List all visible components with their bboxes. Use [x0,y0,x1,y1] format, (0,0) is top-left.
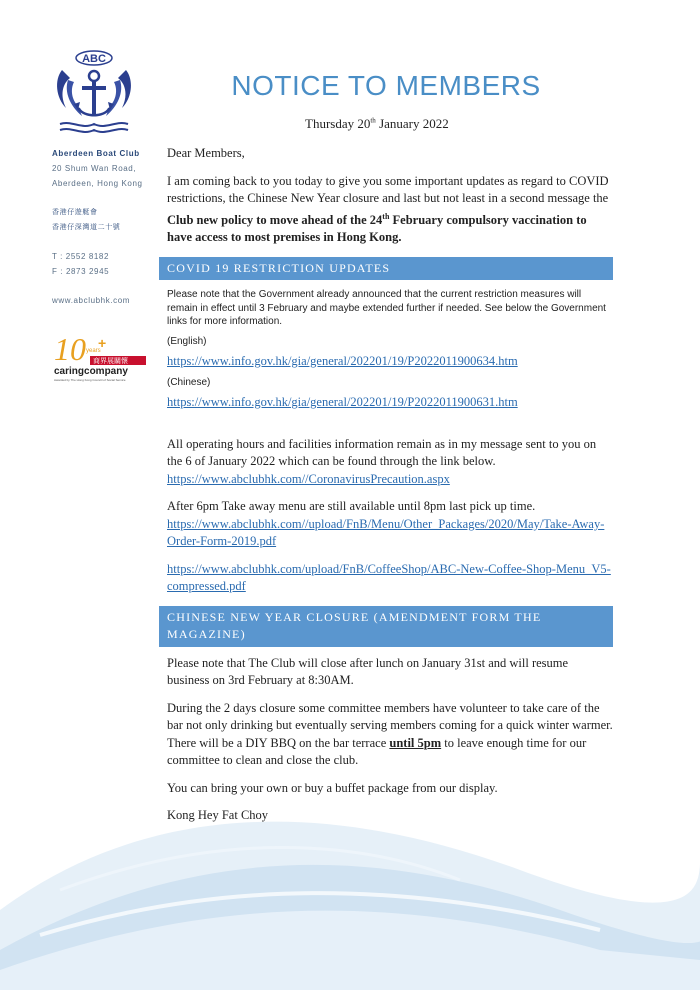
operating-hours-paragraph: All operating hours and facilities information remain as in my message sent to you on the 6 of January 2022 which can be found through the link below. https://www.abclubhk.com//CoronavirusPrecaution.aspx [167,436,597,486]
closure-detail-paragraph: During the 2 days closure some committee members have volunteer to take care of the bar not only drinking but eventually serving members coming for a quick winter warmer. There will be a DIY BBQ on the bar terrace until 5pm to leave enough time for our committee to clean and close the club. [167,700,613,768]
takeaway-menu-link[interactable]: https://www.abclubhk.com//upload/FnB/Menu/Other_Packages/2020/May/Take-Away-Order-Form-2019.pdf [167,516,605,549]
buffet-paragraph: You can bring your own or buy a buffet package from our display. [167,780,498,795]
takeaway-paragraph: After 6pm Take away menu are still available until 8pm last pick up time. https://www.abclubhk.com//upload/FnB/Menu/Other_Packages/2020/May/Take-Away-Order-Form-2019.pdf [167,499,605,549]
page-title: NOTICE TO MEMBERS [231,70,541,101]
address-line-2: Aberdeen, Hong Kong [52,179,143,188]
notice-date: Thursday 20th January 2022 [305,116,449,131]
section-banner-cny: CHINESE NEW YEAR CLOSURE (AMENDMENT FORM THE MAGAZINE) [159,606,613,647]
intro-paragraph: I am coming back to you today to give you some important updates as regard to COVID restrictions, the Chinese New Year closure and last but not least in a second message the Club new policy to move ahead of the 24th February compulsory vaccination to have access to most premises in Hong Kong. [167,173,609,245]
chinese-club-name: 香港仔遊艇會 [52,208,98,216]
closure-paragraph: Please note that The Club will close after lunch on January 31st and will resume business on 3rd February at 8:30AM. [167,655,569,688]
covid-precaution-link[interactable]: https://www.abclubhk.com//CoronavirusPrecaution.aspx [167,471,450,486]
telephone: T : 2552 8182 [52,252,110,261]
coffee-shop-menu-link[interactable]: https://www.abclubhk.com/upload/FnB/CoffeeShop/ABC-New-Coffee-Shop-Menu_V5-compressed.pdf [167,561,611,594]
caring-company-badge [52,330,150,384]
website: www.abclubhk.com [52,296,131,305]
badge-years: 10 [54,331,86,367]
english-gov-link[interactable]: https://www.info.gov.hk/gia/general/202201/19/P2022011900634.htm [167,353,518,368]
english-label: (English) [167,335,207,347]
badge-years-label: years [86,348,101,354]
signoff: Kong Hey Fat Choy [167,808,269,823]
logo-text: ABC [82,53,106,65]
badge-cn: 商界展關懷 [93,357,128,365]
address-line-1: 20 Shum Wan Road, [52,164,137,173]
greeting: Dear Members, [167,146,245,160]
section-banner-covid: COVID 19 RESTRICTION UPDATES [159,257,613,281]
club-logo [52,50,136,138]
chinese-gov-link[interactable]: https://www.info.gov.hk/gia/general/202201/19/P2022011900631.htm [167,395,518,410]
badge-name: caringcompany [54,366,128,377]
chinese-label: (Chinese) [167,377,211,389]
notice-body [167,145,613,835]
covid-notice: Please note that the Government already announced that the current restriction measures will remain in effect until 3 February and maybe extended further if needed. See below the Government links for more information. [167,289,606,328]
badge-caption: Awarded by The Hong Kong Council of Social Service [54,378,126,382]
club-name: Aberdeen Boat Club [52,149,140,158]
svg-text:+: + [98,335,107,351]
sidebar-contact [52,146,152,308]
fax: F : 2873 2945 [52,267,110,276]
chinese-address: 香港仔深灣道二十號 [52,223,121,231]
